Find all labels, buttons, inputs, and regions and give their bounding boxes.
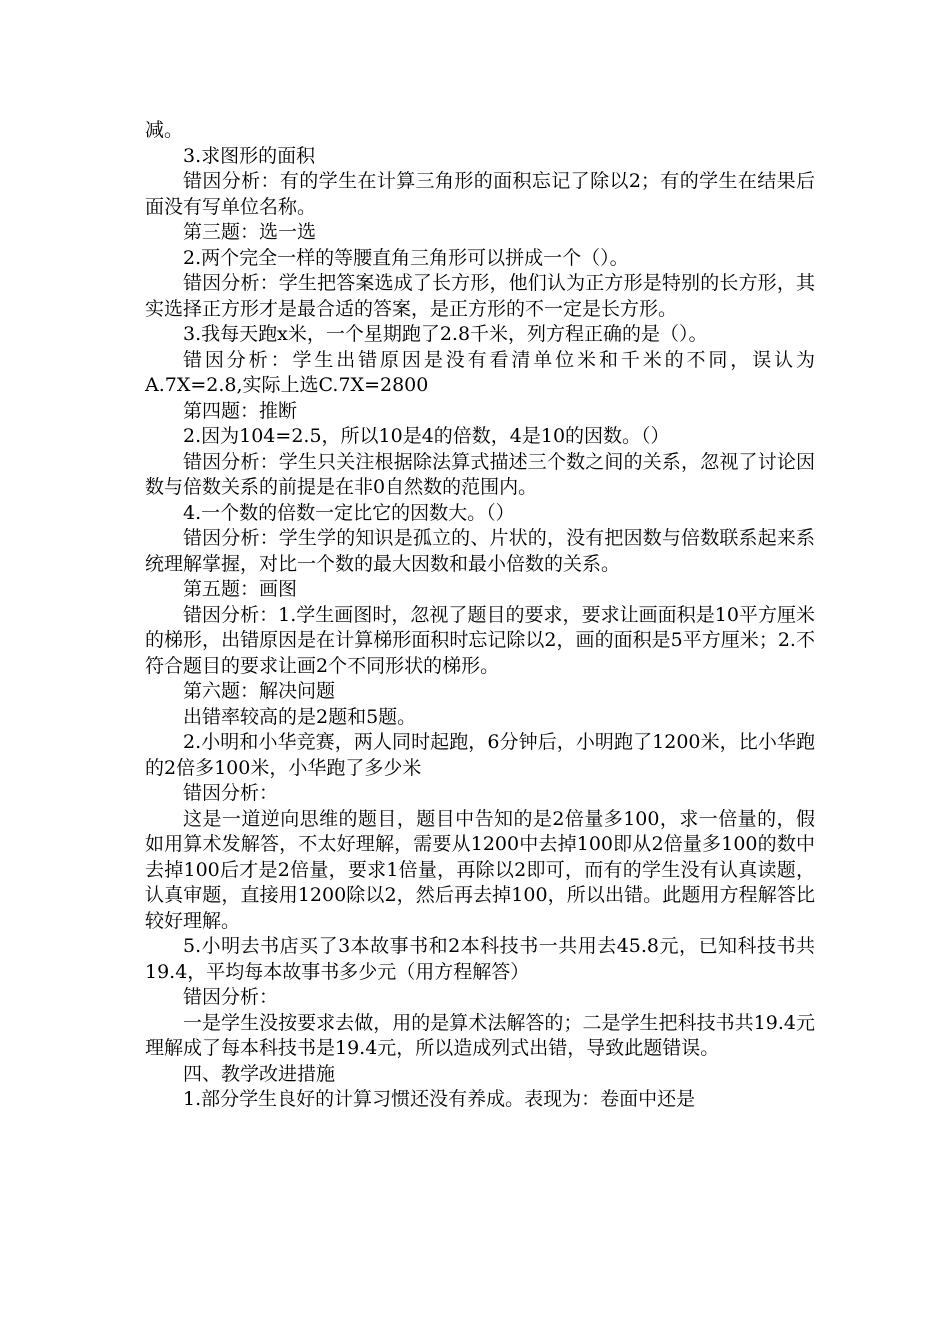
subsection-heading: 3.求图形的面积 <box>183 144 316 167</box>
question-text: 2.小明和小华竞赛，两人同时起跑，6分钟后，小明跑了1200米，比小华跑的2倍多100米，小华跑了多少米 <box>145 731 815 779</box>
paragraph: 错因分析： <box>183 782 279 804</box>
paragraph: 错因分析：学生学的知识是孤立的、片状的，没有把因数与倍数联系起来系统理解掌握，对比一个数的最大因数和最小倍数的关系。 <box>145 527 815 575</box>
document-body <box>145 118 815 1113</box>
question-text: 5.小明去书店买了3本故事书和2本科技书一共用去45.8元，已知科技书共19.4，平均每本故事书多少元（用方程解答） <box>145 935 815 983</box>
paragraph: 错因分析：1.学生画图时，忽视了题目的要求，要求让画面积是10平方厘米的梯形，出错原因是在计算梯形面积时忘记除以2，画的面积是5平方厘米；2.不符合题目的要求让画2个不同形状的梯形。 <box>145 603 815 677</box>
section-heading: 四、教学改进措施 <box>183 1062 336 1085</box>
paragraph: 错因分析：学生出错原因是没有看清单位米和千米的不同，误认为A.7X=2.8,实际上选C.7X=2800 <box>145 348 815 396</box>
section-heading: 第三题：选一选 <box>183 221 317 243</box>
paragraph: 错因分析：有的学生在计算三角形的面积忘记了除以2；有的学生在结果后面没有写单位名称。 <box>145 170 815 218</box>
paragraph: 错因分析：学生把答案选成了长方形，他们认为正方形是特别的长方形，其实选择正方形才是最合适的答案，是正方形的不一定是长方形。 <box>145 272 815 320</box>
section-heading: 第四题：推断 <box>183 399 298 422</box>
section-heading: 第六题：解决问题 <box>183 680 336 702</box>
paragraph: 出错率较高的是2题和5题。 <box>183 705 417 728</box>
question-text: 3.我每天跑x米，一个星期跑了2.8千米，列方程正确的是（）。 <box>183 323 708 345</box>
question-text: 2.两个完全一样的等腰直角三角形可以拼成一个（）。 <box>183 246 629 269</box>
paragraph: 这是一道逆向思维的题目，题目中告知的是2倍量多100，求一倍量的，假如用算术发解答，不太好理解，需要从1200中去掉100即从2倍量多100的数中去掉100后才是2倍量，要求1倍量，再除以2即可，而有的学生没有认真读题，认真审题，直接用1200除以2，然后再去掉100，所以出错。此题用方程解答比较好理解。 <box>145 807 815 932</box>
paragraph: 一是学生没按要求去做，用的是算术法解答的；二是学生把科技书共19.4元理解成了每本科技书是19.4元，所以造成列式出错，导致此题错误。 <box>145 1011 815 1059</box>
section-heading: 第五题：画图 <box>183 578 298 600</box>
paragraph: 减。 <box>145 119 184 141</box>
paragraph: 错因分析：学生只关注根据除法算式描述三个数之间的关系，忽视了讨论因数与倍数关系的前提是在非0自然数的范围内。 <box>145 450 815 498</box>
question-text: 4.一个数的倍数一定比它的因数大。（） <box>183 501 515 524</box>
question-text: 2.因为104=2.5，所以10是4的倍数，4是10的因数。（） <box>183 425 670 447</box>
paragraph: 1.部分学生良好的计算习惯还没有养成。表现为：卷面中还是 <box>183 1088 696 1110</box>
paragraph: 错因分析： <box>183 986 279 1008</box>
